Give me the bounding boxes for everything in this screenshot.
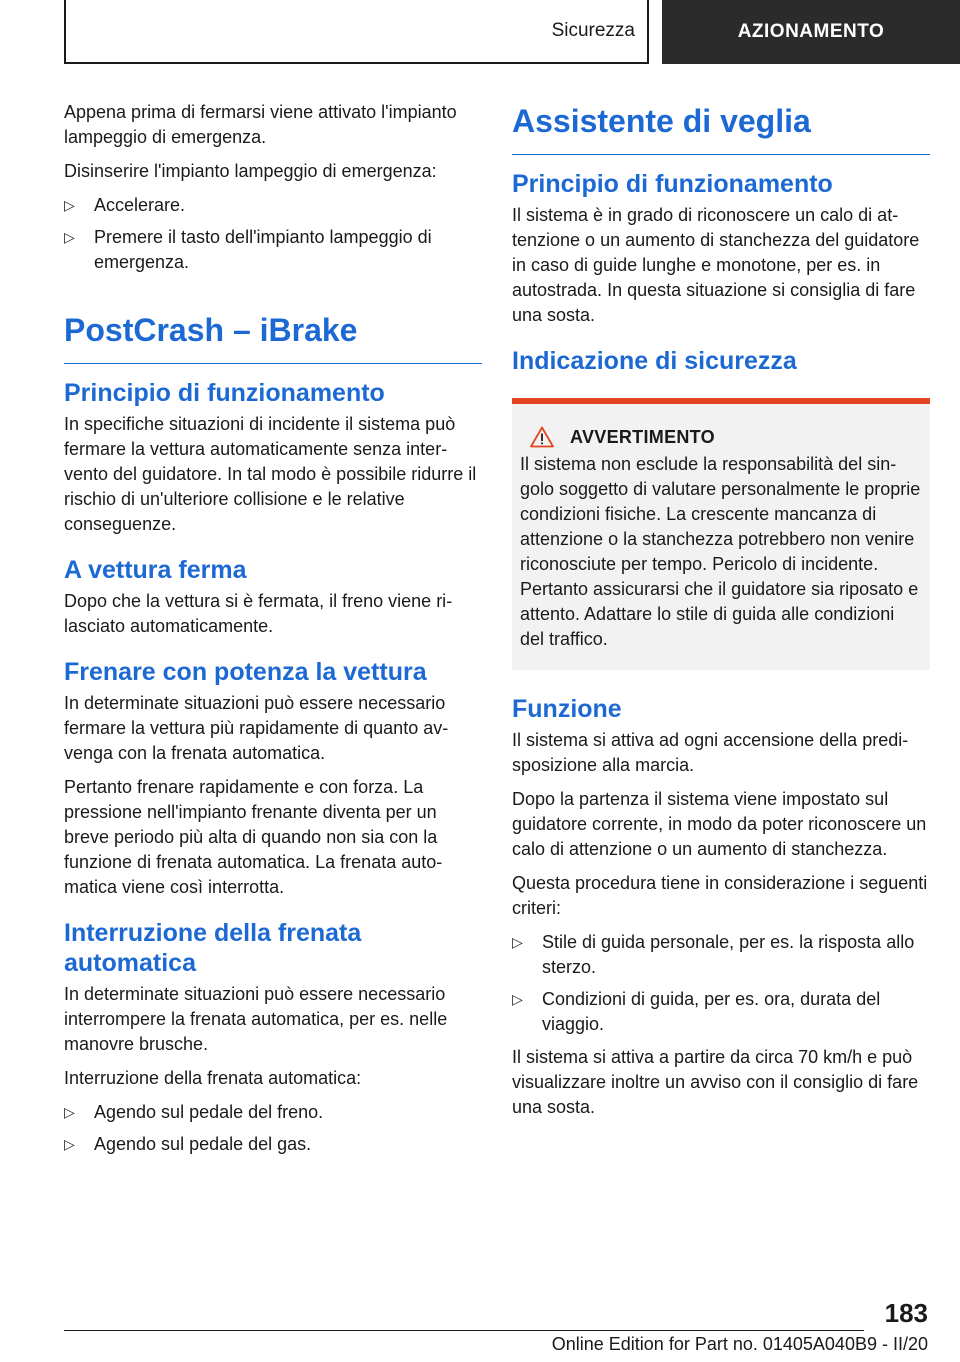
intro-list: [64, 193, 482, 275]
ferma-heading: A vettura ferma: [64, 556, 247, 584]
funzione-heading: Funzione: [512, 695, 622, 723]
triangle-bullet-icon: ▷: [64, 197, 75, 213]
ferma-text: Dopo che la vettura si è fermata, il freno viene rilasciato automaticamente.: [64, 591, 453, 636]
right-column: [512, 100, 930, 1129]
funzione-text-1: Il sistema si attiva ad ogni accensione della predisposizione alla marcia.: [512, 730, 909, 775]
list-item: ▷ Condizioni di guida, per es. ora, durata del viaggio.: [512, 989, 881, 1034]
interruzione-heading: Interruzione della frenata automatica: [64, 919, 362, 977]
principio-heading-right: Principio di funzionamento: [512, 170, 833, 198]
page-header: [0, 0, 960, 66]
frenare-heading: Frenare con potenza la vettura: [64, 658, 427, 686]
funzione-text-2: Dopo la partenza il sistema viene impostato sul guidatore corrente, in modo da poter riconoscere un calo di attenzione o un aumento di stanchezza.: [512, 789, 927, 859]
triangle-bullet-icon: ▷: [512, 991, 523, 1007]
list-item: ▷ Agendo sul pedale del gas.: [64, 1132, 482, 1157]
funzione-text-4: Il sistema si attiva a partire da circa 70 km/h e può visualizzare inoltre un avviso con il consiglio di fare una sosta.: [512, 1047, 919, 1117]
warning-text: Il sistema non esclude la responsabilità del singolo soggetto di valutare personalmente le proprie condizioni fisiche. La crescente mancanza di attenzione o la stanchezza potrebbero non venire riconosciute per tempo. Pericolo di incidente. Pertanto assicurarsi che il guidatore sia riposato e attento. Adattare lo stile di guida alle condizioni del traffico.: [520, 454, 921, 649]
frenare-text-1: In determinate situazioni può essere necessario fermare la vettura più rapidamente di quanto avvenga con la frenata automatica.: [64, 693, 449, 763]
section-tab: [64, 0, 649, 64]
interruzione-text-1: In determinate situazioni può essere necessario interrompere la frenata automatica, per es. nelle manovre brusche.: [64, 984, 448, 1054]
principio-text: In specifiche situazioni di incidente il sistema può fermare la vettura automaticamente senza intervento del guidatore. In tal modo è possibile ridurre il rischio di un'ulteriore collisione e le relative conseguenze.: [64, 414, 477, 534]
warning-header: [520, 426, 922, 448]
frenare-text-2: Pertanto frenare rapidamente e con forza. La pressione nell'impianto frenante diventa per un breve periodo più alta di quando non sia con la funzione di frenata automatica. La frenata automatica viene così interrotta.: [64, 777, 443, 897]
triangle-bullet-icon: ▷: [64, 1104, 75, 1120]
warning-triangle-icon: [530, 426, 554, 448]
sicurezza-heading: Indicazione di sicurezza: [512, 347, 797, 375]
principio-heading: Principio di funzionamento: [64, 379, 385, 407]
list-item: ▷ Premere il tasto dell'impianto lampeggio di emergenza.: [64, 227, 432, 272]
postcrash-title: PostCrash – iBrake: [64, 311, 482, 364]
warning-box: [512, 398, 930, 670]
principio-text-right: Il sistema è in grado di riconoscere un calo di attenzione o un aumento di stanchezza del guidatore in caso di guide lunghe e monotone, per es. in autostrada. In questa situazione si consiglia di fare una sosta.: [512, 205, 920, 325]
triangle-bullet-icon: ▷: [512, 934, 523, 950]
footer-divider: [64, 1330, 864, 1331]
triangle-bullet-icon: ▷: [64, 229, 75, 245]
assistente-title: Assistente di veglia: [512, 102, 930, 155]
section-tab-label: Sicurezza: [551, 20, 635, 41]
warning-title: AVVERTIMENTO: [570, 426, 715, 447]
interruzione-list: [64, 1100, 482, 1157]
chapter-tab-label: AZIONAMENTO: [737, 21, 885, 42]
left-column: [64, 100, 482, 1165]
triangle-bullet-icon: ▷: [64, 1136, 75, 1152]
footer-edition: Online Edition for Part no. 01405A040B9 - II/20: [551, 1334, 928, 1354]
list-item: ▷ Accelerare.: [64, 193, 482, 218]
page-number: 183: [884, 1298, 928, 1328]
funzione-list: [512, 930, 930, 1037]
list-item: ▷ Agendo sul pedale del freno.: [64, 1100, 482, 1125]
interruzione-text-2: Interruzione della frenata automatica:: [64, 1068, 362, 1088]
intro-paragraph: Appena prima di fermarsi viene attivato l'impianto lampeggio di emergenza.: [64, 102, 457, 147]
funzione-text-3: Questa procedura tiene in considerazione i seguenti criteri:: [512, 873, 928, 918]
chapter-tab: [662, 0, 960, 64]
intro-paragraph-2: Disinserire l'impianto lampeggio di emergenza:: [64, 161, 437, 181]
list-item: ▷ Stile di guida personale, per es. la risposta allo sterzo.: [512, 932, 915, 977]
